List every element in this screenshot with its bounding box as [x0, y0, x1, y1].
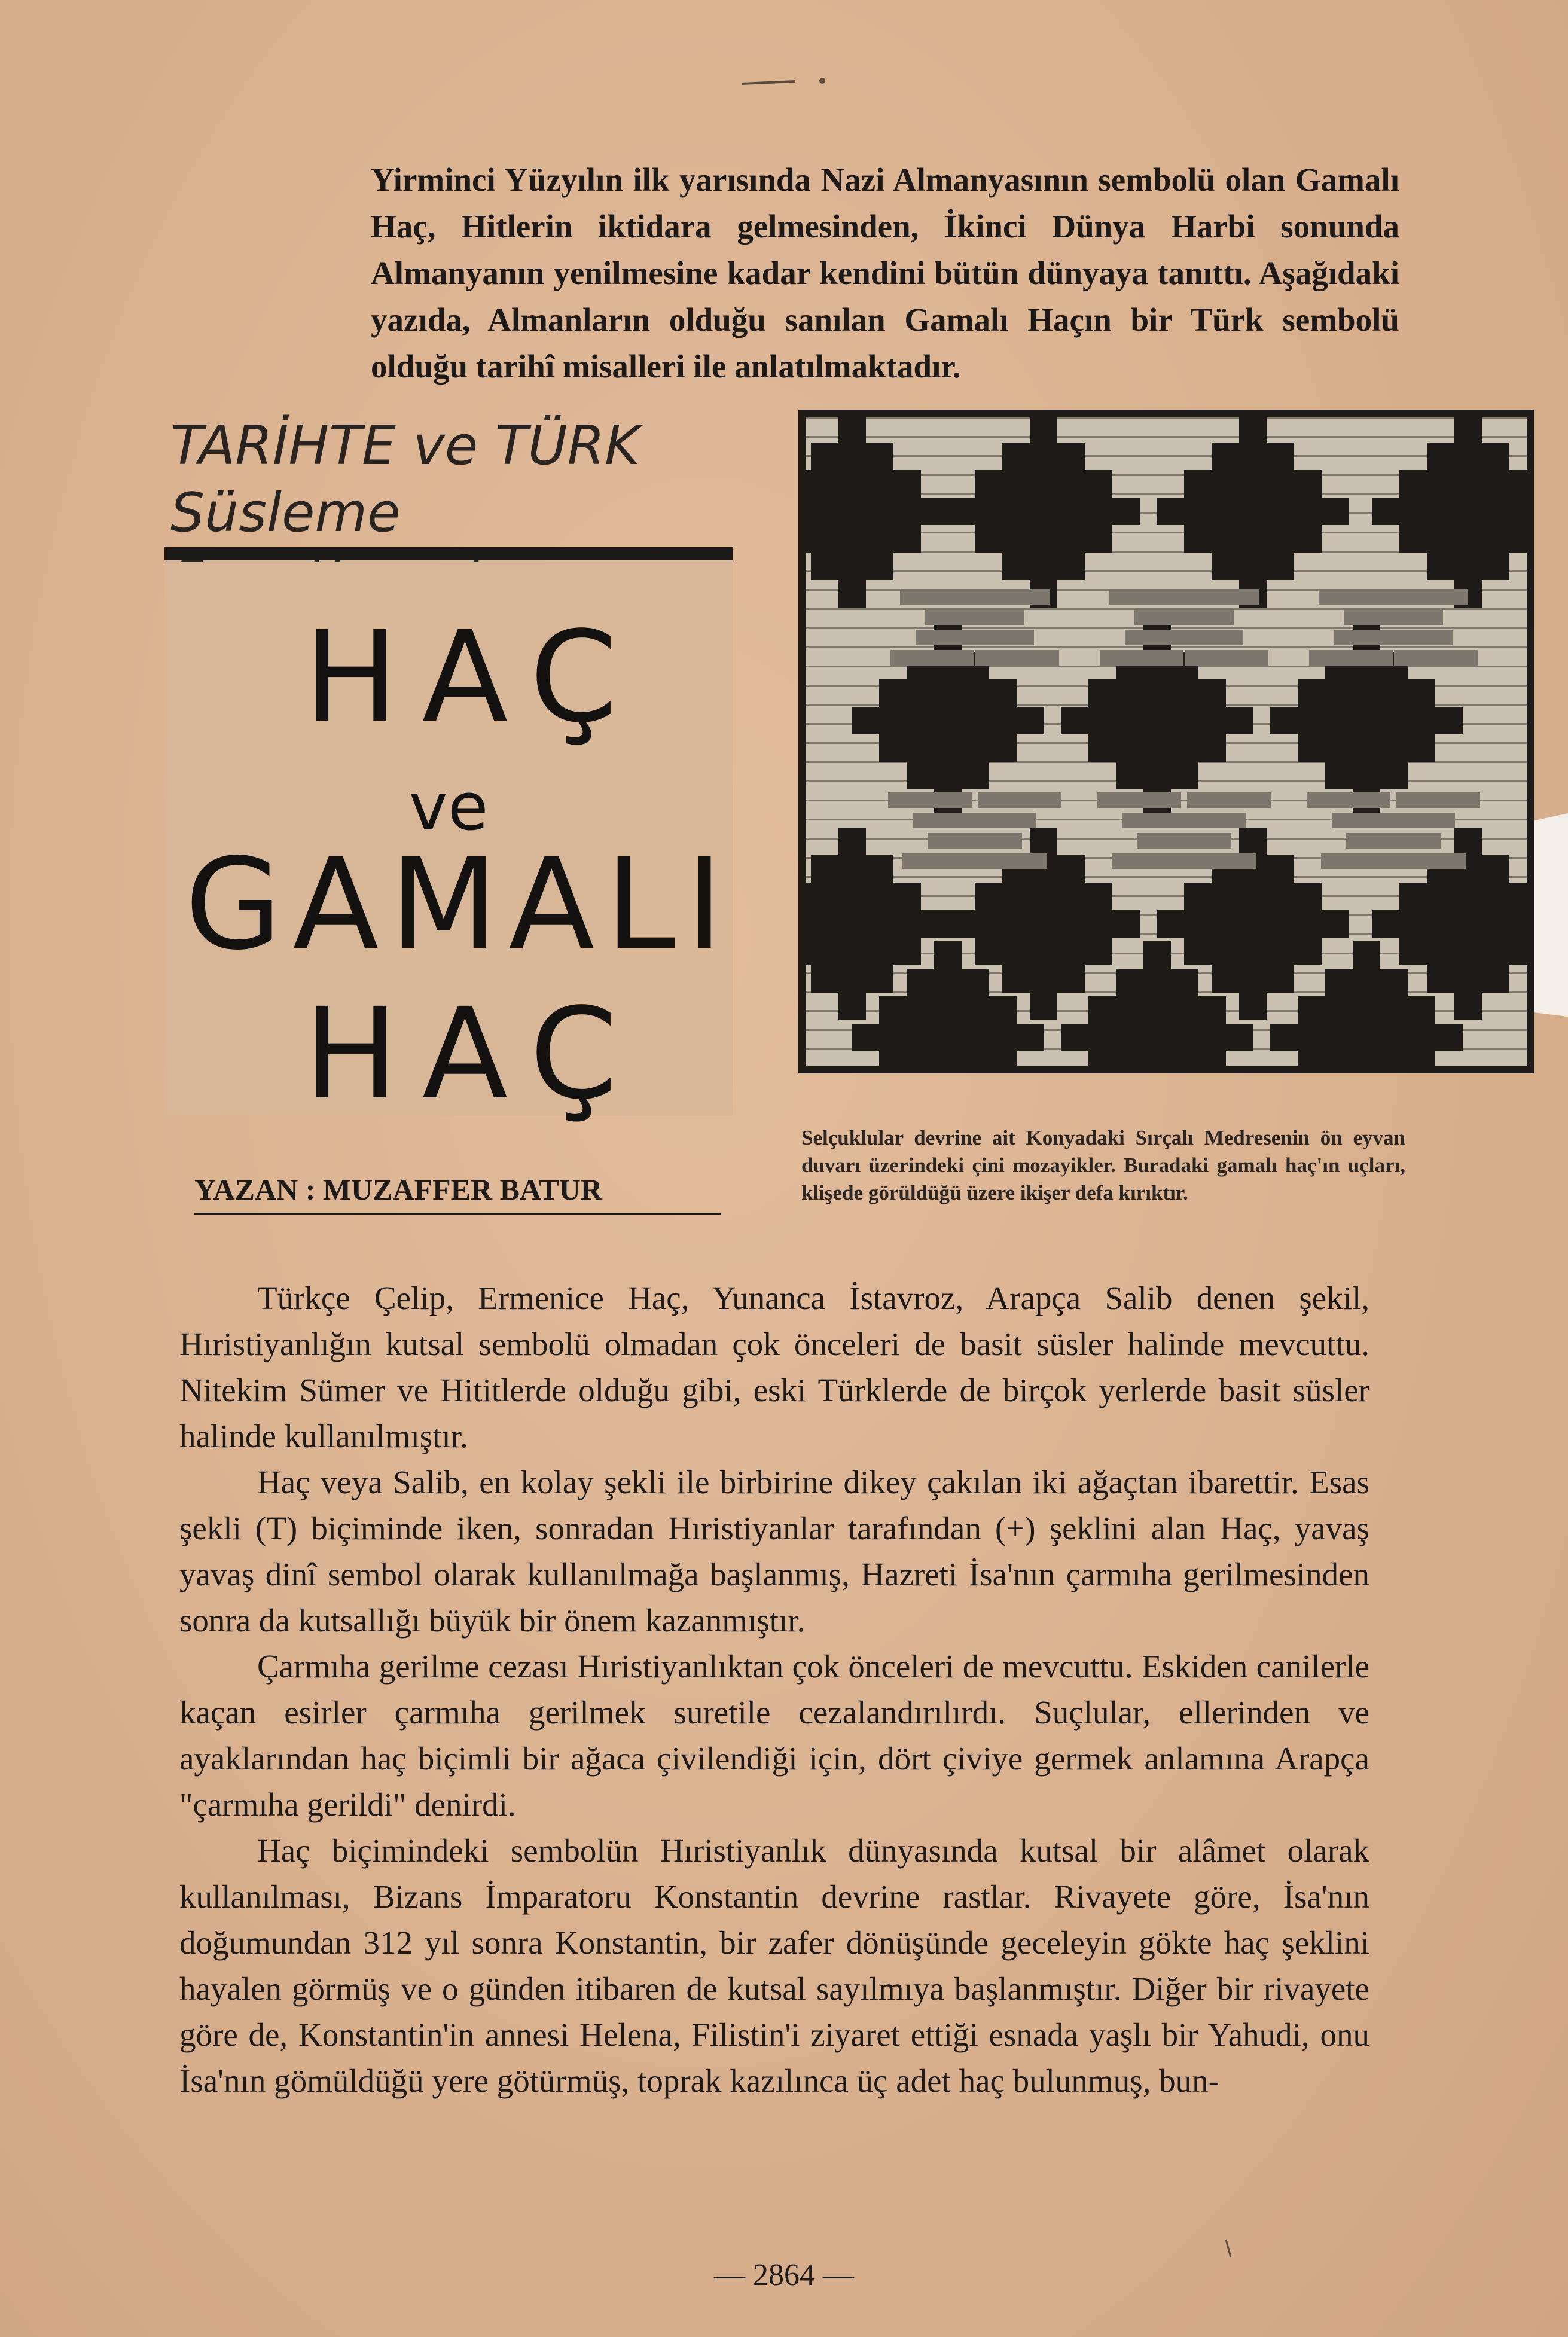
mosaic-hook-arm — [1384, 589, 1468, 605]
mosaic-hook-arm — [928, 833, 1011, 849]
mosaic-cross — [1002, 965, 1085, 993]
title-conjunction: ve — [408, 768, 489, 845]
mosaic-cross — [975, 525, 1112, 553]
body-paragraph-3: Çarmıha gerilme cezası Hıristiyanlıktan çok önceleri de mevcuttu. Eskiden canilerle kaçan esirler çarmıha gerilmek suretile cezalandırılırdı. Suçlular, ellerinden ve ayaklarından haç biçimli bir ağaca çivilendiği için, dört çiviye germek anlamına Arapça "çarmıha gerildi" denirdi. — [179, 1648, 1369, 1823]
mosaic-cross — [907, 762, 989, 789]
mosaic-hook-arm — [1175, 589, 1259, 605]
mosaic-cross — [798, 525, 921, 553]
mosaic-cross — [934, 941, 962, 969]
mosaic-border — [1527, 410, 1534, 1073]
mosaic-cross — [798, 470, 921, 498]
mosaic-cross — [947, 910, 1140, 938]
mosaic-cross — [1372, 910, 1534, 938]
mosaic-cross — [1061, 707, 1253, 734]
mosaic-cross — [1143, 941, 1171, 969]
mosaic-cross — [811, 855, 893, 883]
mosaic-cross — [811, 965, 893, 993]
headline-rule — [164, 547, 733, 560]
title-word-hac: HAÇ — [303, 604, 642, 750]
mosaic-cross — [1088, 996, 1226, 1024]
body-paragraph-2: Haç veya Salib, en kolay şekli ile birbirine dikey çakılan iki ağaçtan ibarettir. Esas şekli (T) biçiminde iken, sonradan Hıristiyanlar tarafından (+) şeklini alan Haç, yavaş yavaş dinî sembol olarak kullanılmağa başlanmış, Hazreti İsa'nın çarmıha gerilmesinden sonra da kutsallığı büyük bir önem kazanmıştır. — [179, 1464, 1369, 1639]
mosaic-cross — [1399, 938, 1534, 965]
mosaic-hook-arm — [1371, 813, 1455, 828]
ink-smudge — [742, 81, 795, 84]
mosaic-cross — [852, 1024, 1044, 1051]
mosaic-cross — [1030, 828, 1057, 855]
mosaic-cross — [1239, 415, 1267, 443]
mosaic-hook-arm — [1359, 609, 1443, 625]
mosaic-cross — [838, 415, 866, 443]
author-byline: YAZAN : MUZAFFER BATUR — [194, 1173, 602, 1206]
mosaic-hook-arm — [1394, 650, 1478, 666]
mosaic-cross — [1353, 941, 1380, 969]
tile-mosaic-photo — [798, 410, 1534, 1073]
mosaic-cross — [798, 498, 948, 525]
mosaic-cross — [1298, 734, 1435, 762]
mosaic-cross — [1325, 969, 1408, 996]
mosaic-cross — [947, 498, 1140, 525]
mosaic-cross — [1184, 525, 1322, 553]
intro-paragraph: Yirminci Yüzyılın ilk yarısında Nazi Almanyasının sembolü olan Gamalı Haç, Hitlerin iktidara gelmesinden, İkinci Dünya Harbi sonunda Almanyanın yenilmesine kadar kendini bütün dünyaya tanıttı. Aşağıdaki yazıda, Almanların olduğu sanılan Gamalı Haçın bir Türk sembolü olduğu tarihî misalleri ile anlatılmaktadır. — [371, 161, 1399, 385]
mosaic-hook-arm — [1187, 792, 1271, 808]
body-paragraph-4: Haç biçimindeki sembolün Hıristiyanlık dünyasında kutsal bir alâmet olarak kullanılması, Bizans İmparatoru Konstantin devrine rastlar. Rivayete göre, İsa'nın doğumundan 312 yıl sonra Konstantin, bir zafer dönüşünde geceleyin gökte haç şeklini hayalen görmüş ve o günden itibaren de kutsal sayılmıya başlanmıştır. Diğer bir rivayete göre de, Konstantin'in annesi Helena, Filistin'i ziyaret ettiği esnada yaşlı bir Yahudi, onu İsa'nın gömüldüğü yere götürmüş, toprak kazılınca üç adet haç bulunmuş, bun- — [179, 1832, 1369, 2099]
ink-dot — [819, 78, 825, 84]
mosaic-cross — [1427, 443, 1509, 470]
mosaic-hook-arm — [1112, 853, 1195, 869]
mosaic-cross — [975, 470, 1112, 498]
mosaic-hook-arm — [1307, 792, 1390, 808]
mosaic-cross — [811, 443, 893, 470]
mosaic-cross — [1454, 415, 1482, 443]
mosaic-cross — [1157, 498, 1349, 525]
mosaic-cross — [1212, 443, 1294, 470]
page-number: — 2864 — — [714, 2258, 854, 2292]
mosaic-hook-arm — [888, 792, 972, 808]
mosaic-border — [798, 1066, 1534, 1073]
mosaic-cross — [1454, 828, 1482, 855]
mosaic-cross — [1061, 1024, 1253, 1051]
photo-caption: Selçuklular devrine ait Konyadaki Sırçalı Medresenin ön eyvan duvarı üzerindeki çini mozayikler. Buradaki gamalı haç'ın uçları, klişede görüldüğü üzere ikişer defa kırıktır. — [801, 1126, 1405, 1204]
mosaic-cross — [1399, 525, 1534, 553]
mosaic-cross — [1427, 553, 1509, 580]
mosaic-cross — [1454, 993, 1482, 1020]
mosaic-joint — [806, 436, 1527, 438]
mosaic-hook-arm — [1346, 833, 1430, 849]
mosaic-hook-arm — [1396, 792, 1480, 808]
mosaic-hook-arm — [953, 813, 1036, 828]
mosaic-cross — [1157, 910, 1349, 938]
mosaic-drawing — [798, 410, 1534, 1073]
mosaic-hook-arm — [1150, 609, 1234, 625]
mosaic-cross — [838, 828, 866, 855]
mosaic-cross — [1399, 883, 1534, 910]
mosaic-border — [798, 410, 806, 1073]
title-word-gamali: GAMALI — [184, 831, 734, 978]
mosaic-cross — [907, 969, 989, 996]
body-paragraph-1: Türkçe Çelip, Ermenice Haç, Yunanca İstavroz, Arapça Salib denen şekil, Hıristiyanlığın kutsal sembolü olmadan çok önceleri de basit süsler halinde mevcuttu. Nitekim Sümer ve Hititlerde olduğu gibi, eski Türklerde de birçok yerlerde basit süsler halinde kullanılmıştır. — [179, 1280, 1369, 1454]
mosaic-cross — [975, 938, 1112, 965]
mosaic-cross — [1239, 993, 1267, 1020]
mosaic-cross — [879, 734, 1017, 762]
mosaic-cross — [1298, 996, 1435, 1024]
mosaic-cross — [1372, 498, 1534, 525]
mosaic-cross — [798, 938, 921, 965]
mosaic-cross — [1184, 883, 1322, 910]
mosaic-cross — [1184, 938, 1322, 965]
mosaic-cross — [879, 996, 1017, 1024]
headline-line-1: TARİHTE ve TÜRK — [170, 414, 640, 477]
mosaic-cross — [1270, 707, 1463, 734]
mosaic-joint — [806, 570, 1527, 572]
mosaic-cross — [879, 679, 1017, 707]
pencil-mark — [1226, 2240, 1231, 2257]
mosaic-hook-arm — [1309, 650, 1393, 666]
mosaic-joint — [806, 417, 1527, 419]
mosaic-cross — [838, 580, 866, 608]
mosaic-cross — [1239, 828, 1267, 855]
mosaic-cross — [1116, 969, 1198, 996]
mosaic-cross — [1030, 993, 1057, 1020]
mosaic-cross — [1116, 762, 1198, 789]
mosaic-joint — [806, 455, 1527, 457]
mosaic-cross — [798, 910, 948, 938]
mosaic-cross — [1298, 679, 1435, 707]
mosaic-cross — [1030, 415, 1057, 443]
mosaic-cross — [1270, 1024, 1463, 1051]
mosaic-cross — [975, 883, 1112, 910]
mosaic-hook-arm — [1334, 630, 1418, 645]
author-underline — [194, 1213, 721, 1215]
mosaic-hook-arm — [1097, 792, 1181, 808]
mosaic-hook-arm — [941, 609, 1024, 625]
mosaic-cross — [1088, 679, 1226, 707]
mosaic-hook-arm — [1162, 813, 1246, 828]
mosaic-hook-arm — [1185, 650, 1268, 666]
mosaic-hook-arm — [1137, 833, 1221, 849]
mosaic-cross — [1212, 965, 1294, 993]
title-panel — [164, 562, 734, 1127]
mosaic-hook-arm — [902, 853, 986, 869]
mosaic-border — [798, 410, 1534, 417]
mosaic-hook-arm — [916, 630, 999, 645]
mosaic-cross — [852, 707, 1044, 734]
mosaic-cross — [838, 993, 866, 1020]
mosaic-cross — [798, 883, 921, 910]
headline-line-2: Süsleme — [170, 481, 401, 544]
mosaic-cross — [1184, 470, 1322, 498]
title-word-hac-2: HAÇ — [303, 981, 642, 1127]
mosaic-hook-arm — [1125, 630, 1209, 645]
mosaic-hook-arm — [890, 650, 974, 666]
mosaic-hook-arm — [978, 792, 1061, 808]
mosaic-hook-arm — [1321, 853, 1405, 869]
mosaic-cross — [1002, 443, 1085, 470]
mosaic-hook-arm — [1100, 650, 1183, 666]
mosaic-cross — [1399, 470, 1534, 498]
mosaic-cross — [1325, 762, 1408, 789]
mosaic-joint — [806, 876, 1527, 878]
mosaic-hook-arm — [966, 589, 1050, 605]
mosaic-cross — [1212, 553, 1294, 580]
mosaic-cross — [1088, 734, 1226, 762]
article-body — [179, 1275, 1369, 2104]
mosaic-hook-arm — [975, 650, 1059, 666]
mosaic-cross — [1002, 553, 1085, 580]
mosaic-cross — [811, 553, 893, 580]
mosaic-cross — [1427, 965, 1509, 993]
